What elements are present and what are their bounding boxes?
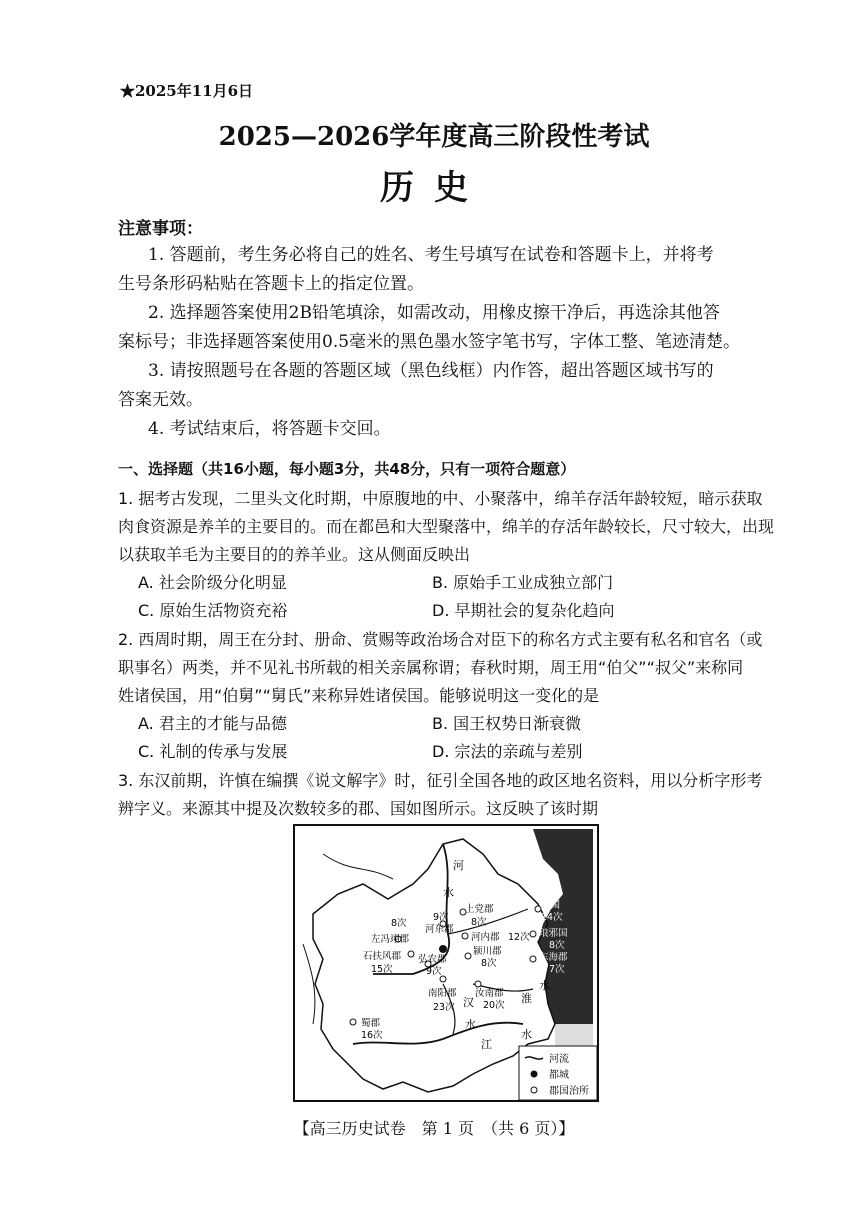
place-count: 15次 (371, 964, 393, 975)
note-line: 4. 考试结束后，将答题卡交回。 (148, 419, 391, 439)
exam-date: ★2025年11月6日 (120, 82, 254, 100)
place-count: 20次 (483, 1000, 505, 1011)
note-line: 3. 请按照题号在各题的答题区域（黑色线框）内作答，超出答题区域书写的 (148, 361, 714, 381)
note-line: 案标号；非选择题答案使用0.5毫米的黑色墨水签字笔书写，字体工整、笔迹清楚。 (118, 332, 741, 352)
river-label: 江 (481, 1038, 492, 1051)
place-count: 8次 (481, 958, 497, 969)
question-2-line: 2. 西周时期，周王在分封、册命、赏赐等政治场合对臣下的称名方式主要有私名和官名（或 (118, 630, 763, 649)
question-1-option-a: A. 社会阶级分化明显 (138, 573, 287, 592)
place-name: 河内郡 (471, 932, 500, 943)
place-name: 东海郡 (539, 952, 568, 963)
question-3-line: 3. 东汉前期，许慎在编撰《说文解字》时，征引全国各地的政区地名资料，用以分析字形考 (118, 771, 763, 790)
question-1-line: 肉食资源是养羊的主要目的。而在都邑和大型聚落中，绵羊的存活年龄较长，尺寸较大，出现 (118, 517, 775, 536)
place-count: 8次 (471, 917, 487, 928)
river-label: 水 (443, 886, 454, 899)
place-count: 8次 (391, 918, 407, 929)
exam-title: 2025—2026学年度高三阶段性考试 (218, 122, 650, 152)
map-legend (519, 1046, 597, 1100)
legend-seat-label: 郡国治所 (549, 1086, 589, 1097)
river-label: 水 (539, 979, 550, 992)
question-1-line: 以获取羊毛为主要目的的养羊业。这从侧面反映出 (118, 545, 471, 564)
question-3-line: 辨字义。来源其中提及次数较多的郡、国如图所示。这反映了该时期 (118, 799, 599, 818)
river-label: 淮 (521, 992, 532, 1005)
place-name: 左冯翊郡 (371, 934, 410, 945)
place-count: 14次 (541, 912, 563, 923)
place-count: 8次 (549, 940, 565, 951)
seat-marker (530, 956, 536, 962)
question-2-option-d: D. 宗法的亲疏与差别 (432, 742, 583, 761)
place-name: 齐国 (541, 900, 561, 911)
place-name: 上党郡 (465, 904, 494, 915)
place-count: 16次 (361, 1030, 383, 1041)
seat-marker (530, 931, 536, 937)
capital-marker (439, 945, 447, 953)
place-name: 蜀郡 (361, 1018, 381, 1029)
legend-capital-label: 都城 (549, 1070, 569, 1081)
note-line: 2. 选择题答案使用2B铅笔填涂，如需改动，用橡皮擦干净后，再选涂其他答 (148, 303, 720, 323)
seat-marker (462, 933, 468, 939)
note-line: 生号条形码粘贴在答题卡上的指定位置。 (118, 274, 424, 294)
note-line: 1. 答题前，考生务必将自己的姓名、考生号填写在试卷和答题卡上，并将考 (148, 245, 714, 265)
place-name: 弘农郡 (418, 954, 447, 965)
seat-marker (350, 1019, 356, 1025)
place-name: 汝南郡 (475, 988, 504, 999)
notes-heading: 注意事项： (118, 219, 203, 239)
legend-river-label: 河流 (549, 1054, 569, 1065)
seat-marker (475, 981, 481, 987)
place-name: 石扶风郡 (363, 951, 402, 962)
river-label: 水 (465, 1018, 476, 1031)
question-2-line: 姓诸侯国，用“伯舅”“舅氏”来称异姓诸侯国。能够说明这一变化的是 (118, 686, 600, 705)
question-2-option-c: C. 礼制的传承与发展 (138, 742, 288, 761)
section-heading: 一、选择题（共16小题，每小题3分，共48分，只有一项符合题意） (118, 460, 576, 478)
river-label: 汉 (463, 996, 474, 1009)
subject-title: 历史 (380, 168, 488, 208)
place-name: 琅邪国 (539, 928, 568, 939)
place-name: 南阳郡 (428, 988, 457, 999)
question-1-option-c: C. 原始生活物资充裕 (138, 601, 288, 620)
place-name: 河东郡 (425, 924, 454, 935)
page-footer: 【高三历史试卷 第 1 页 （共 6 页）】 (293, 1119, 575, 1138)
question-1-option-b: B. 原始手工业成独立部门 (432, 573, 614, 592)
river-label: 水 (521, 1028, 532, 1041)
place-name: 颍川郡 (473, 946, 502, 957)
seat-marker (465, 953, 471, 959)
place-count: 7次 (549, 964, 565, 975)
place-count: 23次 (433, 1002, 455, 1013)
question-2-option-b: B. 国王权势日渐衰微 (432, 714, 582, 733)
river-label: 河 (453, 859, 464, 872)
place-count: 12次 (508, 932, 530, 943)
place-count: 9次 (426, 966, 442, 977)
question-2-option-a: A. 君主的才能与品德 (138, 714, 287, 733)
question-1-line: 1. 据考古发现，二里头文化时期，中原腹地的中、小聚落中，绵羊存活年龄较短，暗示获取 (118, 489, 763, 508)
place-count: 9次 (433, 912, 449, 923)
question-2-line: 职事名）两类，并不见礼书所载的相关亲属称谓；春秋时期，周王用“伯父”“叔父”来称同 (118, 658, 744, 677)
note-line: 答案无效。 (118, 390, 203, 410)
question-1-option-d: D. 早期社会的复杂化趋向 (432, 601, 615, 620)
han-commandery-map (293, 824, 599, 1102)
seat-marker (408, 951, 414, 957)
